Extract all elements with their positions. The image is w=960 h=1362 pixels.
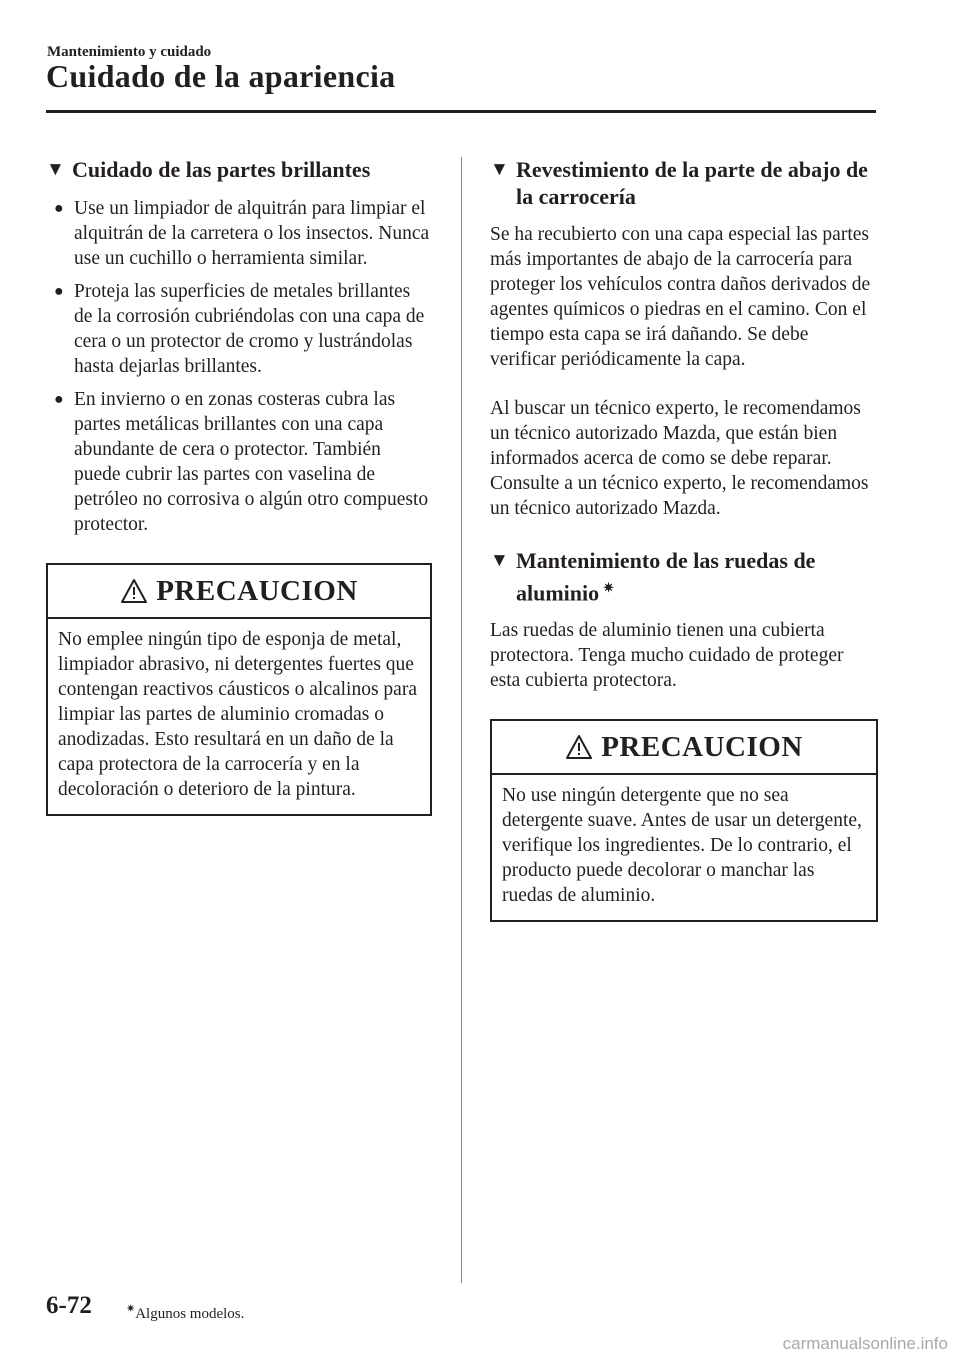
caution-header: [492, 721, 876, 775]
footnote: [126, 1302, 244, 1323]
heading-text: Mantenimiento de las ruedas de aluminio: [516, 548, 816, 606]
list-item-text: Use un limpiador de alquitrán para limpiar el alquitrán de la carretera o los insectos. Nunca use un cuchillo o herramienta similar.: [74, 198, 430, 269]
footnote-text: Algunos modelos.: [135, 1306, 245, 1322]
title-rule: [46, 110, 876, 113]
heading-text: Revestimiento de la parte de abajo de la carrocería: [516, 157, 868, 209]
bullet-icon: ●: [54, 283, 64, 300]
triangle-marker-icon: ▼: [490, 550, 509, 571]
caution-text: No use ningún detergente que no sea detergente suave. Antes de usar un detergente, verifique los ingredientes. De lo contrario, el producto puede decolorar o manchar las ruedas de aluminio.: [502, 785, 862, 907]
list-item: [46, 279, 432, 379]
triangle-marker-icon: ▼: [46, 159, 65, 180]
list-item-text: Proteja las superficies de metales brillantes de la corrosión cubriéndolas con una capa de cera o un protector de cromo y lustrándolas hasta dejarlas brillantes.: [74, 281, 425, 377]
caution-box: [490, 719, 878, 922]
caution-header: [48, 565, 430, 619]
heading-wrapper: [516, 547, 878, 606]
page-number: 6-72: [46, 1292, 92, 1319]
bullet-icon: ●: [54, 200, 64, 217]
paragraph: Las ruedas de aluminio tienen una cubierta protectora. Tenga mucho cuidado de proteger esta cubierta protectora.: [490, 620, 844, 692]
asterisk-icon: ✷: [603, 580, 615, 595]
bullet-list: [46, 196, 432, 537]
heading-aluminum-wheels: [490, 547, 878, 606]
watermark: carmanualsonline.info: [782, 1334, 948, 1353]
caution-title: PRECAUCION: [601, 730, 803, 763]
warning-icon: [120, 578, 148, 604]
paragraph: Al buscar un técnico experto, le recomendamos un técnico autorizado Mazda, que están bien informados acerca de como se debe reparar. Consulte a un técnico experto, le recomendamos un técnico autorizado Mazda.: [490, 398, 869, 519]
caution-box: [46, 563, 432, 816]
heading-shiny-parts: [46, 156, 432, 184]
section-label: Mantenimiento y cuidado: [47, 44, 212, 60]
list-item: [46, 196, 432, 271]
list-item-text: En invierno o en zonas costeras cubra las partes metálicas brillantes con una capa abundante de cera o protector. También puede cubrir las partes con vaselina de petróleo no corrosiva o algún otro compuesto protector.: [74, 389, 429, 535]
page-title: Cuidado de la apariencia: [46, 58, 396, 94]
list-item: [46, 387, 432, 537]
heading-text: Cuidado de las partes brillantes: [72, 157, 371, 182]
caution-text: No emplee ningún tipo de esponja de metal, limpiador abrasivo, ni detergentes fuertes que contengan reactivos cáusticos o alcalinos para limpiar las partes de aluminio cromadas o anodizadas. Esto resultará en un daño de la capa protectora de la carrocería y en la decoloración o deterioro de la pintura.: [58, 629, 417, 800]
heading-underbody: [490, 156, 878, 210]
right-column: [490, 156, 878, 922]
caution-title: PRECAUCION: [156, 574, 358, 607]
left-column: [46, 156, 432, 816]
triangle-marker-icon: ▼: [490, 159, 509, 180]
column-divider: [461, 157, 462, 1283]
warning-icon: [565, 734, 593, 760]
asterisk-icon: ✷: [126, 1303, 136, 1315]
bullet-icon: ●: [54, 391, 64, 408]
paragraph: Se ha recubierto con una capa especial las partes más importantes de abajo de la carrocería para proteger los vehículos contra daños derivados de agentes químicos o piedras en el camino. Con el tiempo esta capa se irá dañando. Se debe verificar periódicamente la capa.: [490, 224, 871, 370]
